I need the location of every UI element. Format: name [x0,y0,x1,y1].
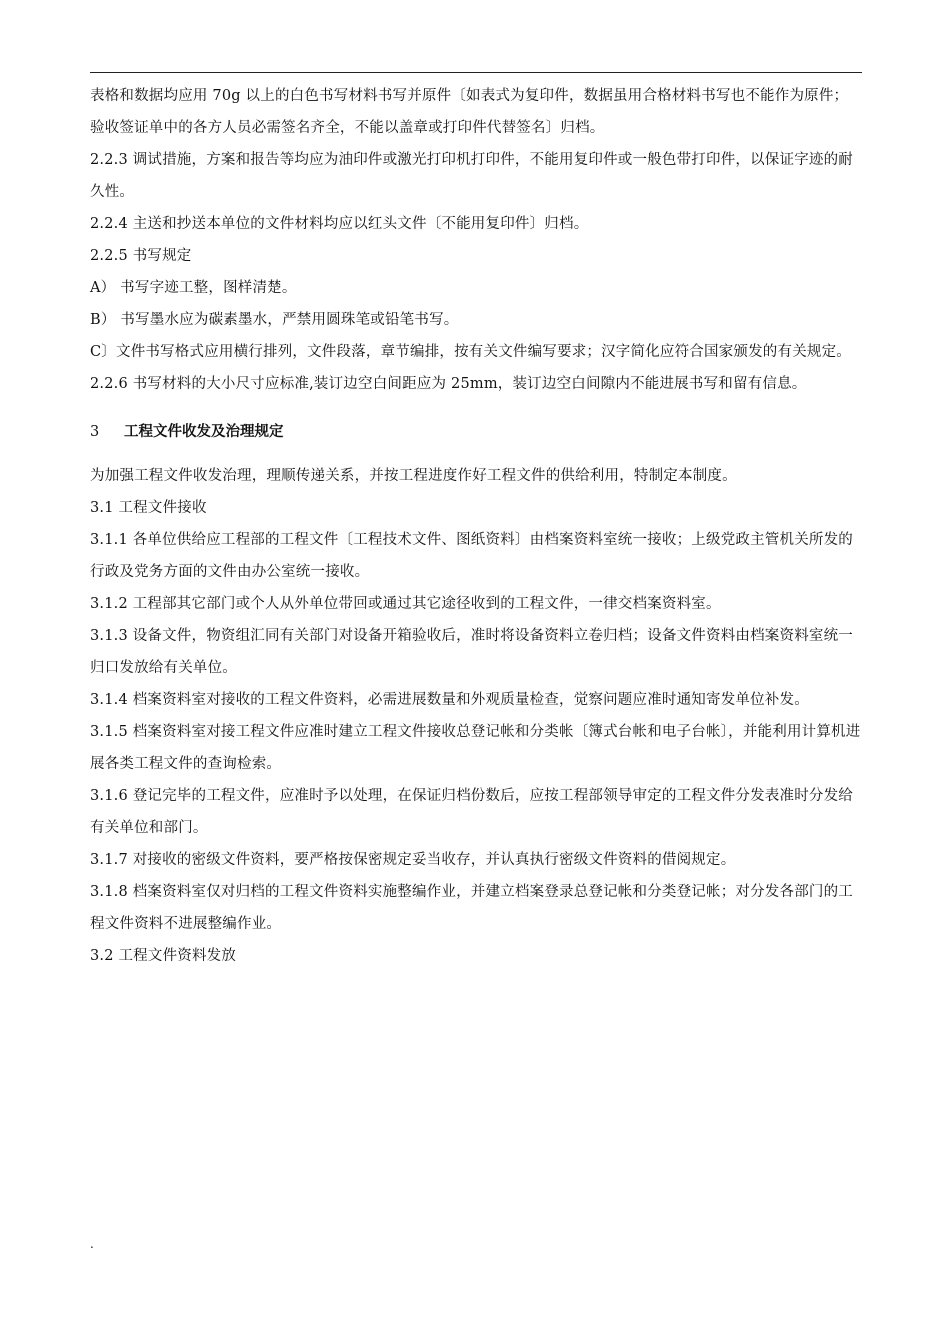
paragraph: 3.1 工程文件接收 [90,500,207,516]
paragraph: 3.1.1 各单位供给应工程部的工程文件〔工程技术文件、图纸资料〕由档案资料室统一接收；上级党政主管机关所发的行政及党务方面的文件由办公室统一接收。 [90,532,853,580]
section-heading [90,416,862,448]
paragraph: 3.2 工程文件资料发放 [90,948,237,964]
paragraph: 2.2.4 主送和抄送本单位的文件材料均应以红头文件〔不能用复印件〕归档。 [90,216,589,232]
section-title: 工程文件收发及治理规定 [124,423,284,440]
document-body [90,80,862,972]
paragraph: 3.1.3 设备文件，物资组汇同有关部门对设备开箱验收后，准时将设备资料立卷归档；设备文件资料由档案资料室统一归口发放给有关单位。 [90,628,853,676]
footer-mark: . [90,1237,94,1251]
paragraph: 3.1.6 登记完毕的工程文件，应准时予以处理，在保证归档份数后，应按工程部领导审定的工程文件分发表准时分发给有关单位和部门。 [90,788,853,836]
paragraph: B） 书写墨水应为碳素墨水，严禁用圆珠笔或铅笔书写。 [90,312,459,328]
paragraph: 2.2.3 调试措施，方案和报告等均应为油印件或激光打印机打印件，不能用复印件或一般色带打印件，以保证字迹的耐久性。 [90,152,853,200]
paragraph: 3.1.5 档案资料室对接工程文件应准时建立工程文件接收总登记帐和分类帐〔簿式台帐和电子台帐〕，并能利用计算机进展各类工程文件的查询检索。 [90,724,861,772]
header-rule [90,72,862,73]
section-number: 3 [90,424,100,440]
paragraph: 3.1.2 工程部其它部门或个人从外单位带回或通过其它途径收到的工程文件，一律交档案资料室。 [90,596,721,612]
paragraph: 3.1.7 对接收的密级文件资料，要严格按保密规定妥当收存，并认真执行密级文件资料的借阅规定。 [90,852,736,868]
paragraph: 2.2.6 书写材料的大小尺寸应标准,装订边空白间距应为 25mm，装订边空白间隙内不能进展书写和留有信息。 [90,376,807,392]
paragraph: A） 书写字迹工整，图样清楚。 [90,280,297,296]
paragraph: C〕文件书写格式应用横行排列，文件段落，章节编排，按有关文件编写要求；汉字简化应符合国家颁发的有关规定。 [90,344,851,360]
paragraph: 2.2.5 书写规定 [90,248,192,264]
paragraph: 为加强工程文件收发治理，理顺传递关系，并按工程进度作好工程文件的供给利用，特制定本制度。 [90,468,737,484]
paragraph: 表格和数据均应用 70g 以上的白色书写材料书写并原件〔如表式为复印件，数据虽用合格材料书写也不能作为原件；验收签证单中的各方人员必需签名齐全，不能以盖章或打印件代替签名〕归档。 [90,88,849,136]
paragraph: 3.1.8 档案资料室仅对归档的工程文件资料实施整编作业，并建立档案登录总登记帐和分类登记帐；对分发各部门的工程文件资料不进展整编作业。 [90,884,853,932]
paragraph: 3.1.4 档案资料室对接收的工程文件资料，必需进展数量和外观质量检查，觉察问题应准时通知寄发单位补发。 [90,692,809,708]
